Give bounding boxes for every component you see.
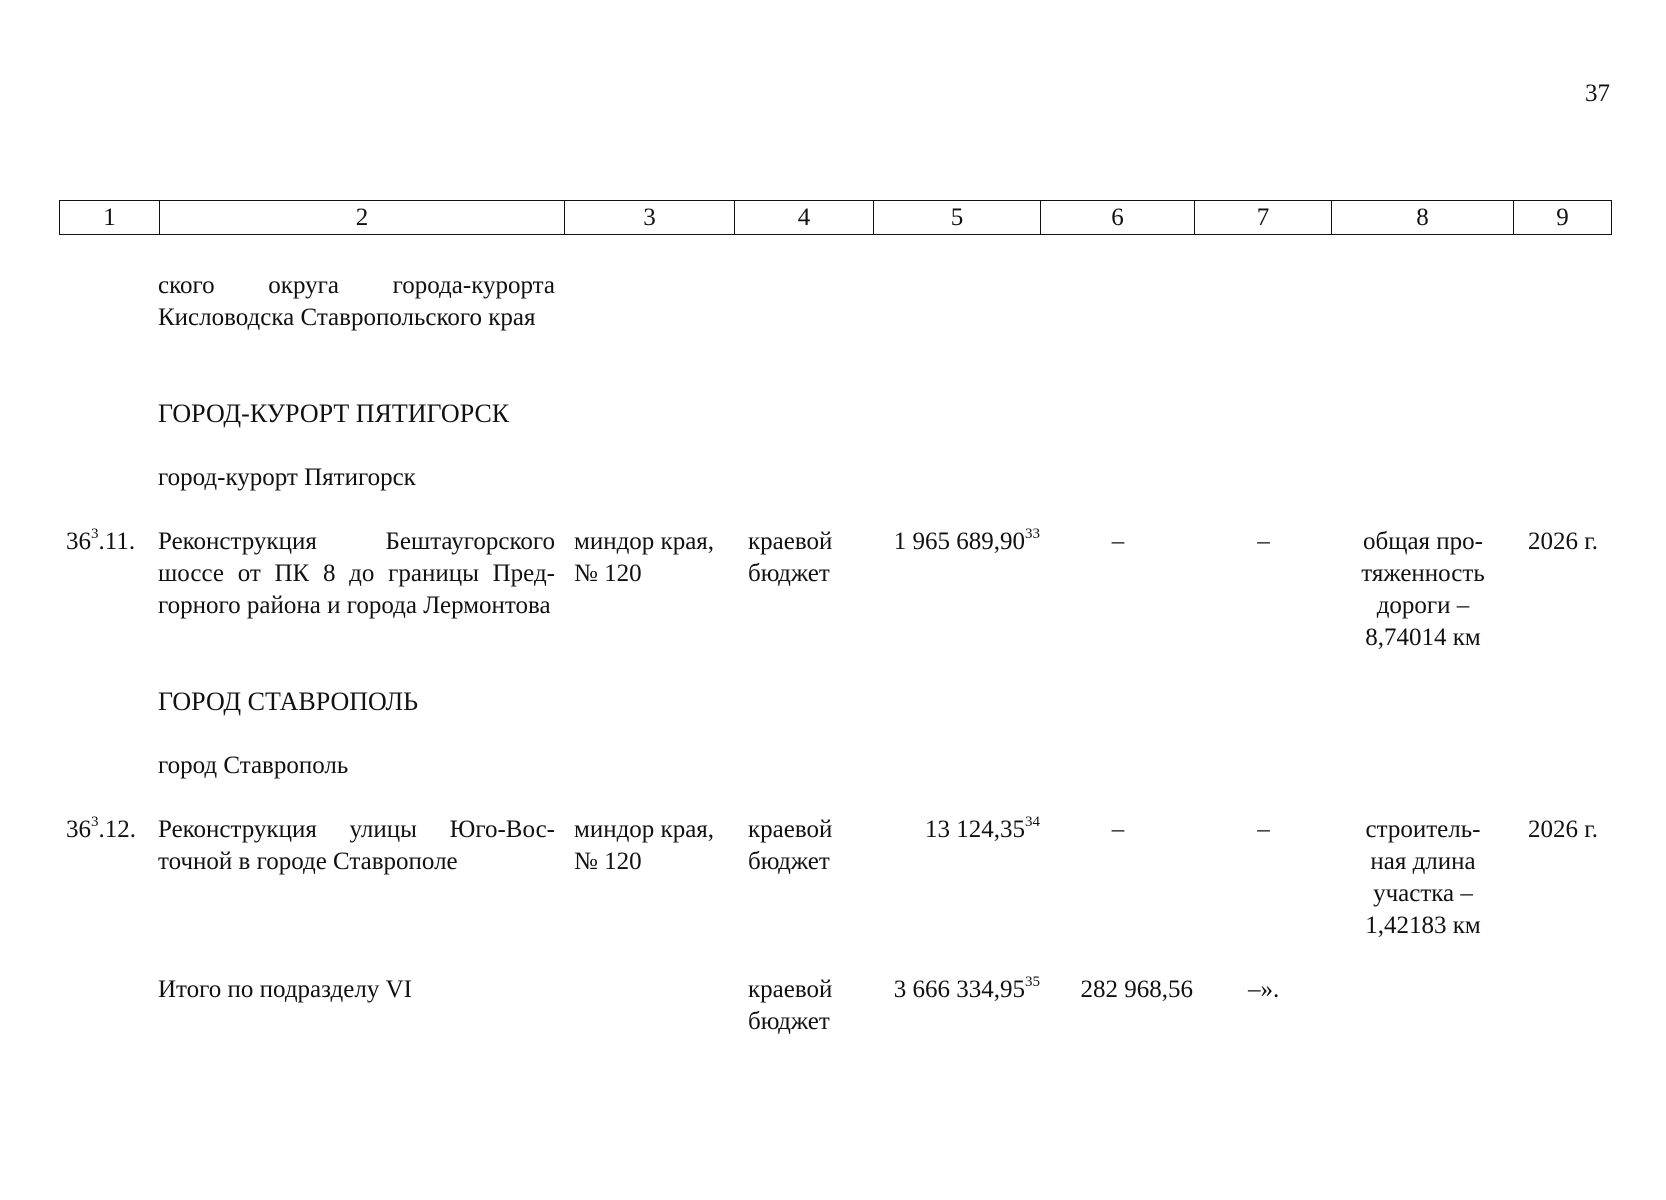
- region-heading-pyatigorsk: ГОРОД-КУРОРТ ПЯТИГОРСК: [158, 399, 510, 428]
- column-number-7: 7: [1195, 201, 1332, 235]
- column-number-2: 2: [160, 201, 565, 235]
- row-number: $36^3.12$.: [66, 814, 136, 843]
- indicator: общая про- тяженность дороги – 8,74014 км: [1361, 528, 1485, 651]
- column-number-4: 4: [735, 201, 874, 235]
- footnote-ref: 33: [1025, 526, 1040, 542]
- total-amount-col-5: 3 666 334,95$^{35}$: [893, 974, 1040, 1003]
- amount-col-5: 1 965 689,90$^{33}$: [893, 526, 1040, 555]
- page-number: 37: [1585, 80, 1610, 107]
- project-name: Реконструкция улицы Юго-Восточной в городе Ставрополе: [158, 816, 555, 875]
- column-number-8: 8: [1332, 201, 1514, 235]
- continuation-text: ского округа города-курорта Кисловодска Ставропольского края: [158, 272, 555, 331]
- amount-col-5: 13 124,35$^{34}$: [925, 814, 1040, 843]
- footnote-ref: 35: [1025, 974, 1040, 990]
- column-number-1: 1: [60, 201, 160, 235]
- locality-stavropol: город Ставрополь: [158, 752, 349, 779]
- indicator: строитель- ная длина участка – 1,42183 км: [1365, 816, 1481, 939]
- executor: миндор края, № 120: [574, 528, 715, 587]
- total-amount-col-6: 282 968,56: [1080, 976, 1193, 1003]
- footnote-ref: 34: [1025, 814, 1040, 830]
- locality-pyatigorsk: город-курорт Пятигорск: [158, 464, 416, 491]
- column-number-3: 3: [565, 201, 735, 235]
- column-number-5: 5: [874, 201, 1041, 235]
- year: 2026 г.: [1528, 528, 1598, 555]
- column-number-header: [59, 200, 1612, 235]
- total-funding-source: краевой бюджет: [748, 976, 833, 1035]
- amount-col-7: –: [1257, 816, 1270, 843]
- executor: миндор края, № 120: [574, 816, 715, 875]
- project-name: Реконструкция Бештаугорского шоссе от ПК 8 до границы Предгорного района и города Лермонтова: [158, 528, 555, 619]
- amount-col-6: –: [1111, 528, 1125, 555]
- total-label: Итого по подразделу VI: [158, 976, 412, 1003]
- amount-col-6: –: [1111, 816, 1125, 843]
- amount-col-7: –: [1257, 528, 1270, 555]
- funding-source: краевой бюджет: [748, 528, 833, 587]
- funding-source: краевой бюджет: [748, 816, 833, 875]
- column-number-9: 9: [1514, 201, 1612, 235]
- region-heading-stavropol: ГОРОД СТАВРОПОЛЬ: [158, 687, 419, 716]
- total-amount-col-7: –».: [1248, 976, 1280, 1003]
- column-number-6: 6: [1041, 201, 1195, 235]
- year: 2026 г.: [1528, 816, 1598, 843]
- row-number: $36^3.11$.: [66, 526, 136, 555]
